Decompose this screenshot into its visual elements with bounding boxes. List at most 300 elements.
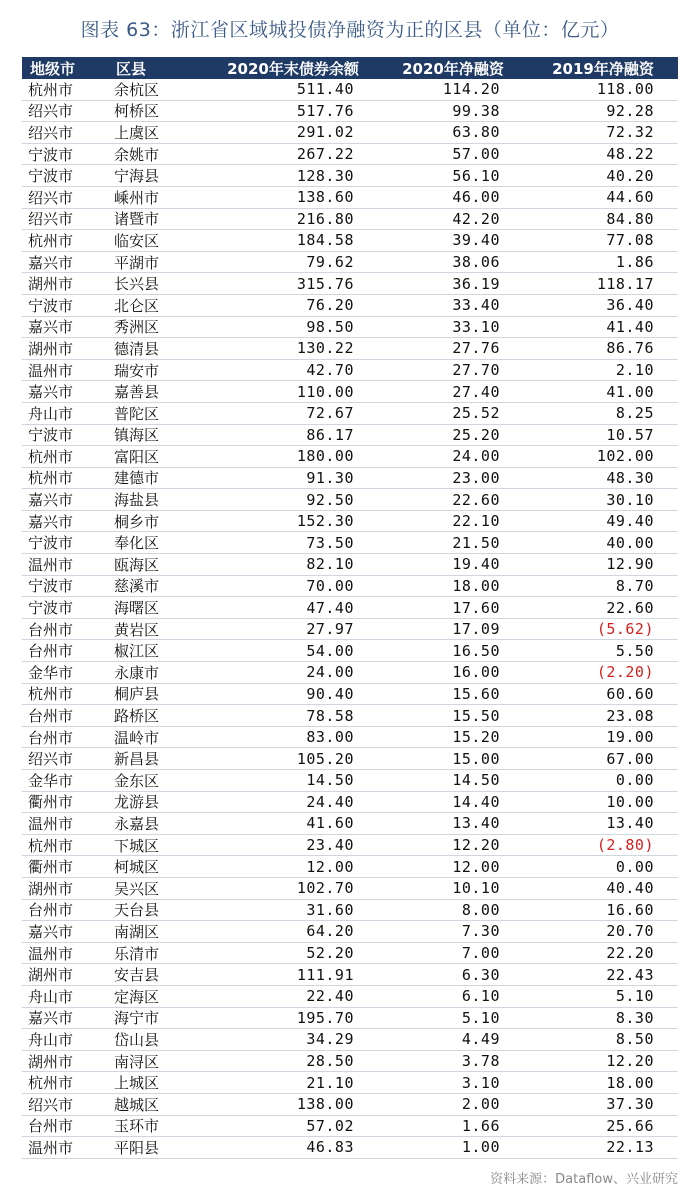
cell-net-2020: 4.49	[461, 1030, 500, 1049]
cell-city: 温州市	[28, 1138, 74, 1157]
data-table	[22, 57, 678, 1159]
cell-city: 宁波市	[28, 577, 74, 596]
cell-bond-balance: 195.70	[296, 1008, 354, 1027]
cell-county: 慈溪市	[114, 577, 160, 596]
cell-net-2020: 12.20	[452, 836, 500, 855]
cell-net-2020: 14.40	[452, 792, 500, 811]
cell-city: 温州市	[28, 555, 74, 574]
cell-bond-balance: 24.40	[306, 792, 354, 811]
table-row	[22, 835, 678, 857]
cell-county: 上城区	[114, 1074, 160, 1093]
cell-bond-balance: 92.50	[306, 490, 354, 509]
table-row	[22, 489, 678, 511]
cell-city: 绍兴市	[28, 188, 74, 207]
cell-net-2019: (5.62)	[596, 620, 654, 639]
cell-net-2019: 0.00	[615, 857, 654, 876]
table-row	[22, 576, 678, 598]
cell-net-2019: 8.30	[615, 1008, 654, 1027]
cell-city: 杭州市	[28, 447, 74, 466]
cell-bond-balance: 152.30	[296, 512, 354, 531]
cell-net-2020: 17.09	[452, 620, 500, 639]
cell-county: 新昌县	[114, 750, 160, 769]
cell-bond-balance: 64.20	[306, 922, 354, 941]
cell-bond-balance: 511.40	[296, 80, 354, 99]
cell-city: 台州市	[28, 642, 74, 661]
cell-city: 宁波市	[28, 167, 74, 186]
cell-county: 德清县	[114, 339, 160, 358]
cell-city: 舟山市	[28, 1030, 74, 1049]
cell-bond-balance: 138.60	[296, 188, 354, 207]
cell-net-2019: 41.00	[606, 382, 654, 401]
cell-bond-balance: 86.17	[306, 425, 354, 444]
cell-bond-balance: 14.50	[306, 771, 354, 790]
cell-net-2019: 40.40	[606, 879, 654, 898]
cell-net-2019: 49.40	[606, 512, 654, 531]
cell-net-2020: 18.00	[452, 576, 500, 595]
cell-city: 台州市	[28, 620, 74, 639]
cell-city: 舟山市	[28, 987, 74, 1006]
cell-city: 温州市	[28, 814, 74, 833]
cell-net-2019: 48.22	[606, 145, 654, 164]
cell-net-2020: 15.60	[452, 684, 500, 703]
cell-net-2020: 63.80	[452, 123, 500, 142]
table-row	[22, 165, 678, 187]
header-net-financing-2019: 2019年净融资	[552, 59, 654, 78]
cell-net-2020: 36.19	[452, 274, 500, 293]
cell-net-2019: 36.40	[606, 296, 654, 315]
cell-net-2020: 25.20	[452, 425, 500, 444]
cell-net-2019: 22.43	[606, 965, 654, 984]
table-row	[22, 1008, 678, 1030]
table-row	[22, 295, 678, 317]
cell-county: 南湖区	[114, 922, 160, 941]
table-row	[22, 1116, 678, 1138]
source-note: 资料来源：Dataflow、兴业研究	[490, 1172, 678, 1187]
cell-net-2019: 67.00	[606, 749, 654, 768]
cell-net-2020: 19.40	[452, 555, 500, 574]
table-row	[22, 1094, 678, 1116]
cell-city: 舟山市	[28, 404, 74, 423]
table-row	[22, 684, 678, 706]
table-row	[22, 662, 678, 684]
cell-bond-balance: 76.20	[306, 296, 354, 315]
cell-net-2020: 57.00	[452, 145, 500, 164]
cell-county: 南浔区	[114, 1052, 160, 1071]
cell-net-2020: 17.60	[452, 598, 500, 617]
header-county: 区县	[116, 59, 147, 78]
cell-county: 龙游县	[114, 793, 160, 812]
cell-city: 宁波市	[28, 599, 74, 618]
cell-city: 宁波市	[28, 145, 74, 164]
cell-net-2019: 8.70	[615, 576, 654, 595]
cell-county: 海曙区	[114, 599, 160, 618]
cell-bond-balance: 47.40	[306, 598, 354, 617]
cell-county: 建德市	[114, 469, 160, 488]
cell-bond-balance: 57.02	[306, 1116, 354, 1135]
cell-bond-balance: 28.50	[306, 1052, 354, 1071]
cell-city: 嘉兴市	[28, 383, 74, 402]
table-row	[22, 101, 678, 123]
cell-city: 绍兴市	[28, 210, 74, 229]
cell-net-2019: 5.10	[615, 987, 654, 1006]
cell-net-2019: 118.00	[596, 80, 654, 99]
cell-city: 杭州市	[28, 469, 74, 488]
cell-county: 宁海县	[114, 167, 160, 186]
cell-net-2020: 7.00	[461, 944, 500, 963]
cell-net-2020: 3.78	[461, 1052, 500, 1071]
cell-net-2019: 25.66	[606, 1116, 654, 1135]
cell-net-2019: 77.08	[606, 231, 654, 250]
table-row	[22, 532, 678, 554]
cell-county: 普陀区	[114, 404, 160, 423]
table-row	[22, 79, 678, 101]
cell-net-2020: 114.20	[442, 80, 500, 99]
cell-bond-balance: 22.40	[306, 987, 354, 1006]
cell-county: 岱山县	[114, 1030, 160, 1049]
cell-bond-balance: 23.40	[306, 836, 354, 855]
cell-bond-balance: 46.83	[306, 1138, 354, 1157]
cell-bond-balance: 70.00	[306, 576, 354, 595]
cell-bond-balance: 73.50	[306, 533, 354, 552]
cell-net-2019: 92.28	[606, 101, 654, 120]
cell-county: 下城区	[114, 836, 160, 855]
cell-city: 湖州市	[28, 879, 74, 898]
cell-net-2019: 22.60	[606, 598, 654, 617]
cell-bond-balance: 54.00	[306, 641, 354, 660]
cell-bond-balance: 21.10	[306, 1073, 354, 1092]
cell-county: 平阳县	[114, 1138, 160, 1157]
cell-net-2019: 12.90	[606, 555, 654, 574]
table-row	[22, 273, 678, 295]
cell-net-2020: 23.00	[452, 468, 500, 487]
table-row	[22, 813, 678, 835]
table-row	[22, 360, 678, 382]
cell-bond-balance: 184.58	[296, 231, 354, 250]
cell-county: 玉环市	[114, 1117, 160, 1136]
cell-county: 桐庐县	[114, 685, 160, 704]
cell-bond-balance: 138.00	[296, 1095, 354, 1114]
table-row	[22, 468, 678, 490]
table-row	[22, 252, 678, 274]
cell-county: 瓯海区	[114, 555, 160, 574]
cell-city: 绍兴市	[28, 1095, 74, 1114]
cell-net-2019: 86.76	[606, 339, 654, 358]
cell-net-2020: 7.30	[461, 922, 500, 941]
cell-county: 乐清市	[114, 944, 160, 963]
cell-city: 杭州市	[28, 80, 74, 99]
cell-county: 诸暨市	[114, 210, 160, 229]
table-row	[22, 792, 678, 814]
cell-net-2020: 38.06	[452, 253, 500, 272]
cell-net-2020: 12.00	[452, 857, 500, 876]
cell-net-2020: 22.10	[452, 512, 500, 531]
cell-city: 杭州市	[28, 685, 74, 704]
cell-county: 临安区	[114, 231, 160, 250]
cell-bond-balance: 52.20	[306, 944, 354, 963]
cell-city: 嘉兴市	[28, 318, 74, 337]
cell-net-2019: 0.00	[615, 771, 654, 790]
cell-bond-balance: 90.40	[306, 684, 354, 703]
cell-city: 金华市	[28, 771, 74, 790]
cell-net-2019: 22.13	[606, 1138, 654, 1157]
cell-net-2020: 13.40	[452, 814, 500, 833]
table-row	[22, 770, 678, 792]
cell-city: 湖州市	[28, 275, 74, 294]
cell-net-2020: 5.10	[461, 1008, 500, 1027]
cell-county: 平湖市	[114, 253, 160, 272]
cell-city: 宁波市	[28, 426, 74, 445]
cell-net-2019: 10.00	[606, 792, 654, 811]
cell-bond-balance: 24.00	[306, 663, 354, 682]
header-bond-balance: 2020年末债券余额	[227, 59, 359, 78]
cell-bond-balance: 111.91	[296, 965, 354, 984]
table-row	[22, 230, 678, 252]
cell-net-2019: 1.86	[615, 253, 654, 272]
table-row	[22, 597, 678, 619]
cell-city: 杭州市	[28, 1074, 74, 1093]
cell-net-2020: 10.10	[452, 879, 500, 898]
cell-city: 绍兴市	[28, 123, 74, 142]
cell-city: 台州市	[28, 728, 74, 747]
cell-city: 台州市	[28, 1117, 74, 1136]
cell-net-2019: 118.17	[596, 274, 654, 293]
cell-net-2020: 1.00	[461, 1138, 500, 1157]
cell-bond-balance: 79.62	[306, 253, 354, 272]
table-row	[22, 986, 678, 1008]
table-row	[22, 921, 678, 943]
table-row	[22, 964, 678, 986]
cell-net-2020: 42.20	[452, 209, 500, 228]
cell-bond-balance: 110.00	[296, 382, 354, 401]
cell-city: 湖州市	[28, 1052, 74, 1071]
cell-county: 安吉县	[114, 966, 160, 985]
table-row	[22, 856, 678, 878]
table-row	[22, 209, 678, 231]
cell-city: 绍兴市	[28, 102, 74, 121]
cell-county: 嘉善县	[114, 383, 160, 402]
cell-net-2020: 99.38	[452, 101, 500, 120]
cell-bond-balance: 216.80	[296, 209, 354, 228]
cell-city: 金华市	[28, 663, 74, 682]
cell-net-2020: 2.00	[461, 1095, 500, 1114]
cell-county: 余姚市	[114, 145, 160, 164]
cell-net-2019: 18.00	[606, 1073, 654, 1092]
cell-city: 绍兴市	[28, 750, 74, 769]
cell-net-2019: 37.30	[606, 1095, 654, 1114]
cell-net-2019: 16.60	[606, 900, 654, 919]
cell-city: 湖州市	[28, 339, 74, 358]
cell-county: 余杭区	[114, 80, 160, 99]
cell-net-2019: (2.20)	[596, 663, 654, 682]
cell-county: 定海区	[114, 987, 160, 1006]
table-row	[22, 943, 678, 965]
cell-net-2019: 60.60	[606, 684, 654, 703]
cell-bond-balance: 78.58	[306, 706, 354, 725]
cell-county: 长兴县	[114, 275, 160, 294]
cell-net-2019: 2.10	[615, 361, 654, 380]
table-row	[22, 900, 678, 922]
cell-city: 温州市	[28, 361, 74, 380]
cell-bond-balance: 82.10	[306, 555, 354, 574]
table-row	[22, 381, 678, 403]
cell-net-2020: 15.20	[452, 728, 500, 747]
cell-net-2019: (2.80)	[596, 836, 654, 855]
cell-net-2019: 72.32	[606, 123, 654, 142]
cell-bond-balance: 180.00	[296, 447, 354, 466]
table-row	[22, 338, 678, 360]
cell-county: 路桥区	[114, 707, 160, 726]
cell-city: 湖州市	[28, 966, 74, 985]
cell-net-2020: 16.50	[452, 641, 500, 660]
cell-county: 桐乡市	[114, 512, 160, 531]
cell-net-2020: 6.30	[461, 965, 500, 984]
cell-net-2019: 44.60	[606, 188, 654, 207]
cell-net-2019: 8.25	[615, 404, 654, 423]
cell-bond-balance: 98.50	[306, 317, 354, 336]
cell-county: 永康市	[114, 663, 160, 682]
cell-city: 嘉兴市	[28, 512, 74, 531]
cell-county: 奉化区	[114, 534, 160, 553]
cell-city: 宁波市	[28, 296, 74, 315]
cell-net-2020: 1.66	[461, 1116, 500, 1135]
cell-county: 嵊州市	[114, 188, 160, 207]
cell-net-2020: 16.00	[452, 663, 500, 682]
table-row	[22, 122, 678, 144]
cell-net-2020: 8.00	[461, 900, 500, 919]
table-row	[22, 1029, 678, 1051]
cell-county: 温岭市	[114, 728, 160, 747]
table-row	[22, 511, 678, 533]
cell-city: 嘉兴市	[28, 253, 74, 272]
cell-county: 永嘉县	[114, 814, 160, 833]
cell-bond-balance: 291.02	[296, 123, 354, 142]
cell-bond-balance: 83.00	[306, 728, 354, 747]
cell-net-2019: 22.20	[606, 944, 654, 963]
cell-county: 海宁市	[114, 1009, 160, 1028]
cell-net-2019: 41.40	[606, 317, 654, 336]
cell-county: 上虞区	[114, 123, 160, 142]
cell-bond-balance: 42.70	[306, 361, 354, 380]
table-body	[22, 79, 678, 1159]
cell-bond-balance: 27.97	[306, 620, 354, 639]
table-row	[22, 1051, 678, 1073]
cell-city: 嘉兴市	[28, 491, 74, 510]
cell-net-2020: 15.00	[452, 749, 500, 768]
cell-city: 杭州市	[28, 836, 74, 855]
cell-net-2020: 33.10	[452, 317, 500, 336]
cell-bond-balance: 72.67	[306, 404, 354, 423]
cell-county: 柯桥区	[114, 102, 160, 121]
cell-county: 瑞安市	[114, 361, 160, 380]
cell-net-2019: 102.00	[596, 447, 654, 466]
table-row	[22, 1072, 678, 1094]
table-row	[22, 144, 678, 166]
cell-net-2020: 21.50	[452, 533, 500, 552]
table-row	[22, 446, 678, 468]
cell-bond-balance: 315.76	[296, 274, 354, 293]
table-row	[22, 554, 678, 576]
cell-county: 柯城区	[114, 858, 160, 877]
table-row	[22, 403, 678, 425]
cell-county: 吴兴区	[114, 879, 160, 898]
cell-bond-balance: 34.29	[306, 1030, 354, 1049]
cell-county: 秀洲区	[114, 318, 160, 337]
cell-net-2020: 6.10	[461, 987, 500, 1006]
header-city: 地级市	[30, 59, 76, 78]
page-title: 图表 63：浙江省区域城投债净融资为正的区县（单位：亿元）	[80, 19, 620, 41]
table-row	[22, 619, 678, 641]
header-net-financing-2020: 2020年净融资	[402, 59, 504, 78]
cell-net-2019: 30.10	[606, 490, 654, 509]
cell-net-2020: 56.10	[452, 166, 500, 185]
cell-net-2020: 24.00	[452, 447, 500, 466]
table-row	[22, 878, 678, 900]
table-row	[22, 727, 678, 749]
cell-net-2020: 22.60	[452, 490, 500, 509]
table-row	[22, 640, 678, 662]
cell-net-2019: 8.50	[615, 1030, 654, 1049]
cell-net-2019: 5.50	[615, 641, 654, 660]
cell-net-2020: 15.50	[452, 706, 500, 725]
cell-net-2020: 33.40	[452, 296, 500, 315]
table-row	[22, 705, 678, 727]
cell-net-2020: 14.50	[452, 771, 500, 790]
cell-net-2019: 19.00	[606, 728, 654, 747]
cell-net-2020: 25.52	[452, 404, 500, 423]
table-row	[22, 187, 678, 209]
cell-net-2019: 84.80	[606, 209, 654, 228]
cell-net-2020: 46.00	[452, 188, 500, 207]
cell-city: 嘉兴市	[28, 922, 74, 941]
table-header	[22, 57, 678, 79]
table-row	[22, 425, 678, 447]
cell-net-2020: 27.76	[452, 339, 500, 358]
cell-county: 海盐县	[114, 491, 160, 510]
cell-net-2020: 27.40	[452, 382, 500, 401]
cell-net-2019: 40.20	[606, 166, 654, 185]
cell-bond-balance: 41.60	[306, 814, 354, 833]
cell-city: 宁波市	[28, 534, 74, 553]
cell-net-2019: 40.00	[606, 533, 654, 552]
cell-city: 衢州市	[28, 858, 74, 877]
cell-city: 衢州市	[28, 793, 74, 812]
table-row	[22, 317, 678, 339]
cell-net-2019: 12.20	[606, 1052, 654, 1071]
cell-city: 台州市	[28, 707, 74, 726]
cell-bond-balance: 267.22	[296, 145, 354, 164]
cell-county: 镇海区	[114, 426, 160, 445]
cell-bond-balance: 91.30	[306, 468, 354, 487]
table-row	[22, 1137, 678, 1159]
cell-county: 椒江区	[114, 642, 160, 661]
cell-bond-balance: 517.76	[296, 101, 354, 120]
cell-bond-balance: 130.22	[296, 339, 354, 358]
cell-bond-balance: 105.20	[296, 749, 354, 768]
cell-county: 富阳区	[114, 447, 160, 466]
cell-bond-balance: 102.70	[296, 879, 354, 898]
cell-county: 越城区	[114, 1095, 160, 1114]
cell-net-2019: 20.70	[606, 922, 654, 941]
cell-net-2020: 39.40	[452, 231, 500, 250]
cell-city: 杭州市	[28, 231, 74, 250]
cell-net-2019: 13.40	[606, 814, 654, 833]
cell-bond-balance: 128.30	[296, 166, 354, 185]
cell-city: 台州市	[28, 901, 74, 920]
cell-net-2020: 27.70	[452, 361, 500, 380]
cell-city: 温州市	[28, 944, 74, 963]
cell-county: 黄岩区	[114, 620, 160, 639]
cell-city: 嘉兴市	[28, 1009, 74, 1028]
